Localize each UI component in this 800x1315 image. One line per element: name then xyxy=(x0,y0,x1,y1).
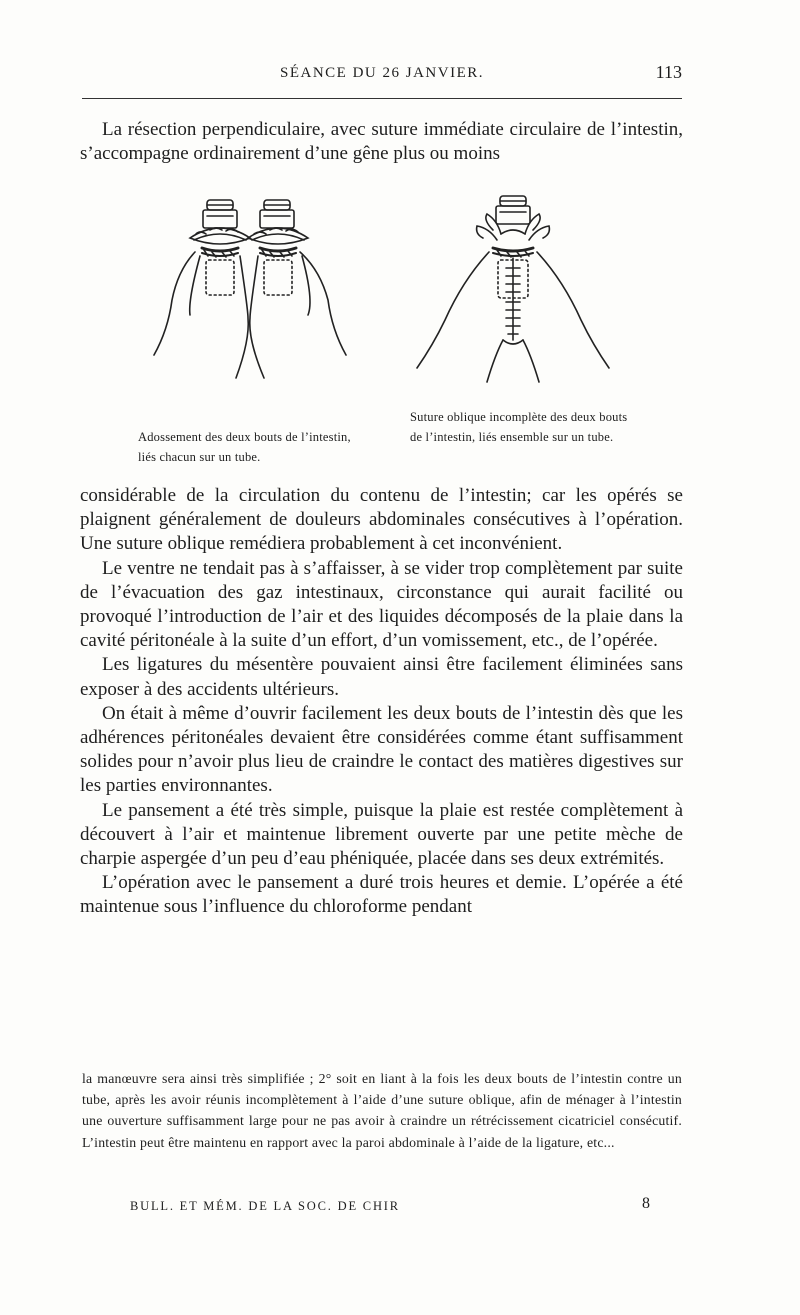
running-head xyxy=(82,62,682,86)
footer xyxy=(130,1195,650,1217)
paragraph: On était à même d’ouvrir facilement les deux bouts de l’intestin dès que les adhérences péritonéales devaient être considérées comme étant suffisamment solides pour n’avoir plus lieu de craindre le contact des matières digestives sur les parties environnantes. xyxy=(80,702,683,797)
paragraph: Le pansement a été très simple, puisque la plaie est restée complètement à découvert à l’air et maintenue librement ouverte par une petite mèche de charpie aspergée d’un peu d’eau phéniquée, placée dans ses deux extrémités. xyxy=(80,799,683,870)
main-text xyxy=(80,484,683,920)
paragraph: L’opération avec le pansement a duré trois heures et demie. L’opérée a été maintenue sous l’influence du chloroforme pendant xyxy=(80,872,683,918)
journal-signature: BULL. ET MÉM. DE LA SOC. DE CHIR xyxy=(130,1199,400,1213)
footnote: la manœuvre sera ainsi très simplifiée ; 2° soit en liant à la fois les deux bouts de l’intestin contre un tube, après les avoir réunis incomplètement à l’aide d’une suture oblique, afin de ménager à l’intestin une ouverture suffisamment large pour ne pas avoir à craindre un rétrécissement cicatriciel consécutif. L’intestin peut être maintenu en rapport avec la paroi abdominale à l’aide de la ligature, etc... xyxy=(82,1071,682,1150)
page-number: 113 xyxy=(655,62,682,82)
sheet-signature: 8 xyxy=(642,1195,650,1212)
figure-caption-right: Suture oblique incomplète des deux bouts de l’intestin, liés ensemble sur un tube. xyxy=(410,410,628,444)
figure-adossement xyxy=(140,190,350,390)
header-rule xyxy=(82,98,682,99)
intro-text: La résection perpendiculaire, avec suture immédiate circulaire de l’intestin, s’accompagne ordinairement d’une gêne plus ou moins xyxy=(80,119,683,165)
paragraph: Les ligatures du mésentère pouvaient ainsi être facilement éliminées sans exposer à des accidents ultérieurs. xyxy=(80,654,683,700)
intro-paragraph xyxy=(80,118,683,166)
paragraph: Le ventre ne tendait pas à s’affaisser, à se vider trop complètement par suite de l’évacuation des gaz intestinaux, circonstance qui aurait facilité ou provoqué l’introduction de l’air et des liquides décomposés de la plaie dans la cavité péritonéale à la suite d’un effort, d’un vomissement, etc., de l’opérée. xyxy=(80,557,683,652)
paragraph: considérable de la circulation du contenu de l’intestin; car les opérés se plaignent généralement de douleurs abdominales consécutives à l’opération. Une suture oblique remédiera probablement à cet inconvénient. xyxy=(80,485,683,555)
figure-suture-oblique xyxy=(405,190,620,390)
figure-caption-left: Adossement des deux bouts de l’intestin, liés chacun sur un tube. xyxy=(138,430,351,464)
running-title: SÉANCE DU 26 JANVIER. xyxy=(280,65,484,81)
